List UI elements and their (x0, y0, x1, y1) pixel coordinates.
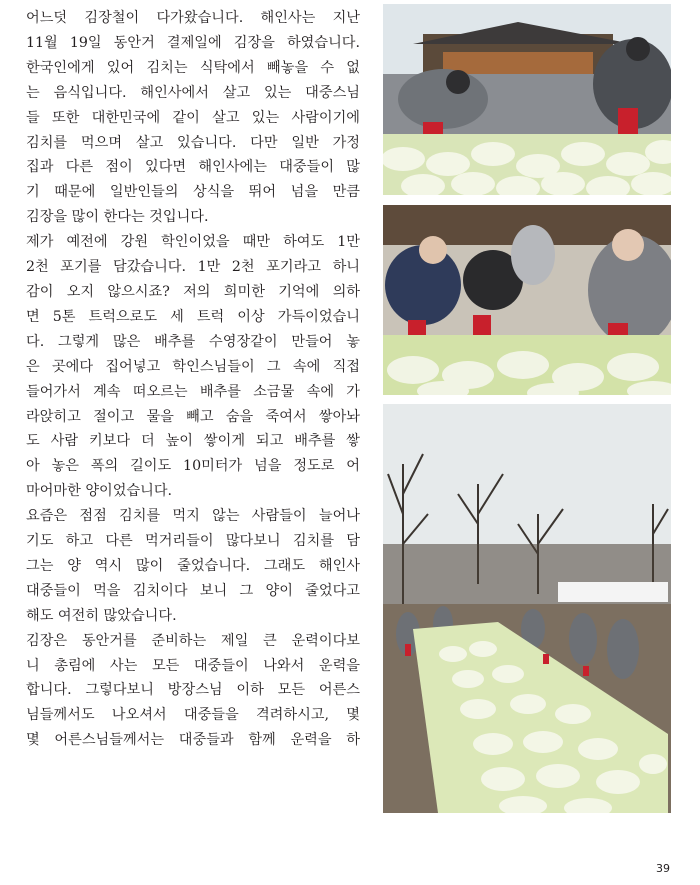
article-line: 몇 어른스님들께서는 대중들과 함께 운력을 하 (26, 732, 360, 749)
article-body (26, 6, 360, 753)
article-line: 기도 하고 다른 먹거리들이 많다보니 김치를 담 (26, 533, 360, 550)
article-line: 는 음식입니다. 해인사에서 살고 있는 대중스님 (26, 84, 360, 101)
article-line: 집과 다른 점이 있다면 해인사에는 대중들이 많 (26, 159, 360, 176)
article-line: 다. 그렇게 많은 배추를 수영장같이 만들어 놓 (26, 333, 360, 350)
article-line: 2천 포기를 담갔습니다. 1만 2천 포기라고 하니 (26, 259, 360, 276)
article-line: 감이 오지 않으시죠? 저의 희미한 기억에 의하 (26, 283, 360, 300)
article-line: 니 총림에 사는 모든 대중들이 나와서 운력을 (26, 657, 360, 674)
article-line: 합니다. 그렇다보니 방장스님 이하 모든 어른스 (26, 682, 360, 699)
article-line: 면 5톤 트럭으로도 세 트럭 이상 가득이었습니 (26, 308, 360, 325)
article-line: 들어가서 계속 떠오르는 배추를 소금물 속에 가 (26, 383, 360, 400)
article-line: 요즘은 점점 김치를 먹지 않는 사람들이 늘어나 (26, 508, 360, 525)
article-line: 들 또한 대한민국에 같이 살고 있는 사람이기에 (26, 109, 360, 126)
article-line: 김장을 많이 한다는 것입니다. (26, 209, 209, 226)
article-line: 김장은 동안거를 준비하는 제일 큰 운력이다보 (26, 632, 360, 649)
article-line: 어느덧 김장철이 다가왔습니다. 해인사는 지난 (26, 10, 360, 26)
page-number: 39 (656, 862, 670, 875)
article-line: 도 사람 키보다 더 높이 쌓이게 되고 배추를 쌓 (26, 433, 360, 450)
article-line: 아 놓은 폭의 길이도 10미터가 넘을 정도로 어 (26, 458, 360, 475)
article-line: 제가 예전에 강원 학인이었을 때만 하여도 1만 (26, 234, 360, 251)
article-line: 그는 양 역시 많이 줄었습니다. 그래도 해인사 (26, 557, 360, 574)
article-line: 한국인에게 있어 김치는 식탁에서 빼놓을 수 없 (26, 59, 360, 76)
photo-kimchi-making-temple (383, 4, 671, 195)
article-line: 대중들이 먹을 김치이다 보니 그 양이 줄었다고 (26, 582, 360, 599)
article-line: 해도 여전히 많았습니다. (26, 607, 177, 624)
article-line: 기 때문에 일반인들의 상식을 뛰어 넘을 만큼 (26, 184, 360, 201)
article-line: 김치를 먹으며 살고 있습니다. 다만 일반 가정 (26, 134, 360, 151)
photo-cabbage-pile-courtyard (383, 404, 671, 813)
photo-monks-salting-cabbage (383, 205, 671, 395)
article-line: 마어마한 양이었습니다. (26, 483, 173, 500)
article-line: 님들께서도 나오셔서 대중들을 격려하시고, 몇 (26, 707, 360, 724)
article-line: 11월 19일 동안거 결제일에 김장을 하였습니다. (26, 34, 360, 51)
article-line: 라앉히고 절이고 물을 빼고 숨을 죽여서 쌓아놔 (26, 408, 360, 425)
article-line: 은 곳에다 집어넣고 학인스님들이 그 속에 직접 (26, 358, 360, 375)
